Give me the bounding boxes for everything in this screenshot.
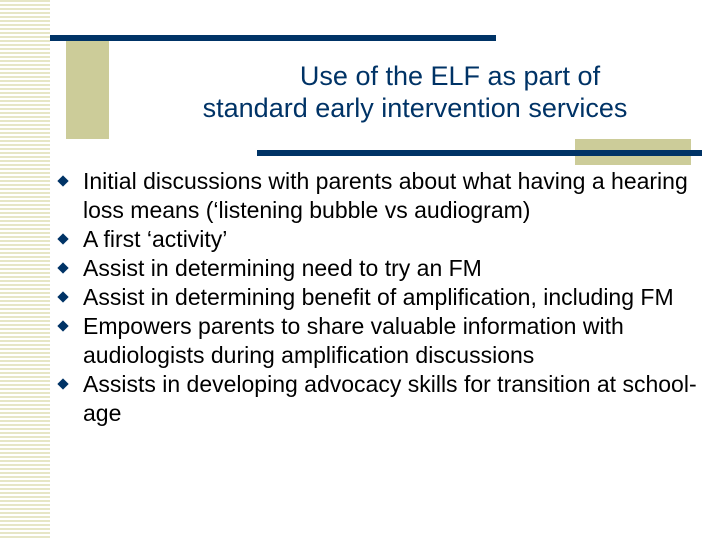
bullet-item [56, 254, 706, 283]
bullet-item [56, 225, 706, 254]
diamond-bullet-icon [57, 262, 68, 273]
decorative-accent-block-top [66, 38, 109, 139]
decorative-stripe-band [0, 0, 50, 540]
diamond-bullet-icon [57, 320, 68, 331]
bullet-text: Assists in developing advocacy skills for transition at school-age [83, 371, 697, 426]
diamond-bullet-icon [57, 378, 68, 389]
bullet-text: A first ‘activity’ [83, 226, 228, 252]
bullet-text: Assist in determining benefit of amplification, including FM [83, 284, 674, 310]
slide-title [120, 60, 710, 124]
slide-title-line-2: standard early intervention services [202, 93, 628, 123]
bullet-list [56, 167, 706, 428]
bullet-item [56, 370, 706, 428]
bullet-text: Assist in determining need to try an FM [83, 255, 482, 281]
bullet-item [56, 283, 706, 312]
title-rule-top [50, 35, 496, 41]
slide-title-line-1: Use of the ELF as part of [299, 61, 601, 91]
bullet-text: Empowers parents to share valuable information with audiologists during amplification discussions [83, 313, 624, 368]
bullet-text: Initial discussions with parents about what having a hearing loss means (‘listening bubble vs audiogram) [83, 168, 688, 223]
diamond-bullet-icon [57, 175, 68, 186]
diamond-bullet-icon [57, 291, 68, 302]
diamond-bullet-icon [57, 233, 68, 244]
bullet-item [56, 312, 706, 370]
bullet-item [56, 167, 706, 225]
title-rule-bottom [257, 150, 702, 156]
